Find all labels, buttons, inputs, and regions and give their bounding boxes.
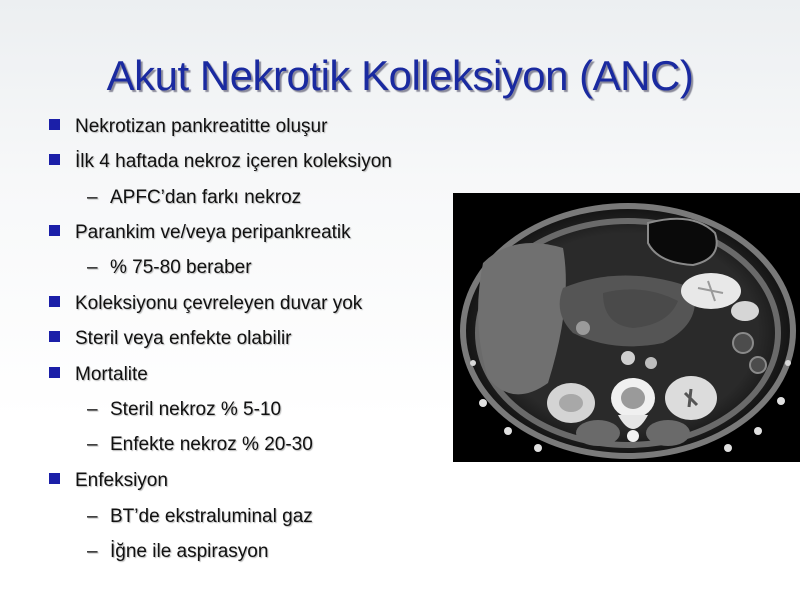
bullet-text: BT’de ekstraluminal gaz (110, 506, 313, 527)
bullet-text: Parankim ve/veya peripankreatik (75, 222, 351, 243)
bullet-item (49, 364, 148, 386)
sub-bullet-item (87, 257, 252, 279)
bullet-text: İlk 4 haftada nekroz içeren koleksiyon (75, 151, 392, 172)
square-bullet-icon (49, 225, 60, 236)
dash-bullet-icon: – (87, 434, 98, 455)
square-bullet-icon (49, 331, 60, 342)
dash-bullet-icon: – (87, 257, 98, 278)
bullet-item (49, 116, 327, 138)
bullet-text: Nekrotizan pankreatitte oluşur (75, 116, 328, 137)
bullet-item (49, 470, 168, 492)
sub-bullet-item (87, 434, 313, 456)
bullet-text: Steril veya enfekte olabilir (75, 328, 292, 349)
square-bullet-icon (49, 296, 60, 307)
slide-title: Akut Nekrotik Kolleksiyon (ANC) (106, 52, 694, 99)
dash-bullet-icon: – (87, 399, 98, 420)
square-bullet-icon (49, 154, 60, 165)
dash-bullet-icon: – (87, 187, 98, 208)
bullet-item (49, 328, 292, 350)
bullet-text: Steril nekroz % 5-10 (110, 399, 282, 420)
bullet-text: % 75-80 beraber (110, 257, 252, 278)
bullet-text: İğne ile aspirasyon (110, 541, 269, 562)
bullet-item (49, 293, 362, 315)
bullet-text: APFC’dan farkı nekroz (110, 187, 302, 208)
sub-bullet-item (87, 399, 281, 421)
bullet-item (49, 222, 351, 244)
square-bullet-icon (49, 473, 60, 484)
bullet-text: Enfekte nekroz % 20-30 (110, 434, 313, 455)
bullet-text: Enfeksiyon (75, 470, 168, 491)
square-bullet-icon (49, 367, 60, 378)
dash-bullet-icon: – (87, 506, 98, 527)
bullet-item (49, 151, 392, 173)
bullet-text: Mortalite (75, 364, 148, 385)
sub-bullet-item (87, 506, 313, 528)
dash-bullet-icon: – (87, 541, 98, 562)
sub-bullet-item (87, 187, 301, 209)
bullet-text: Koleksiyonu çevreleyen duvar yok (75, 293, 363, 314)
ct-scan-image (453, 193, 800, 462)
sub-bullet-item (87, 541, 268, 563)
ct-scan-drawing (453, 193, 800, 462)
square-bullet-icon (49, 119, 60, 130)
